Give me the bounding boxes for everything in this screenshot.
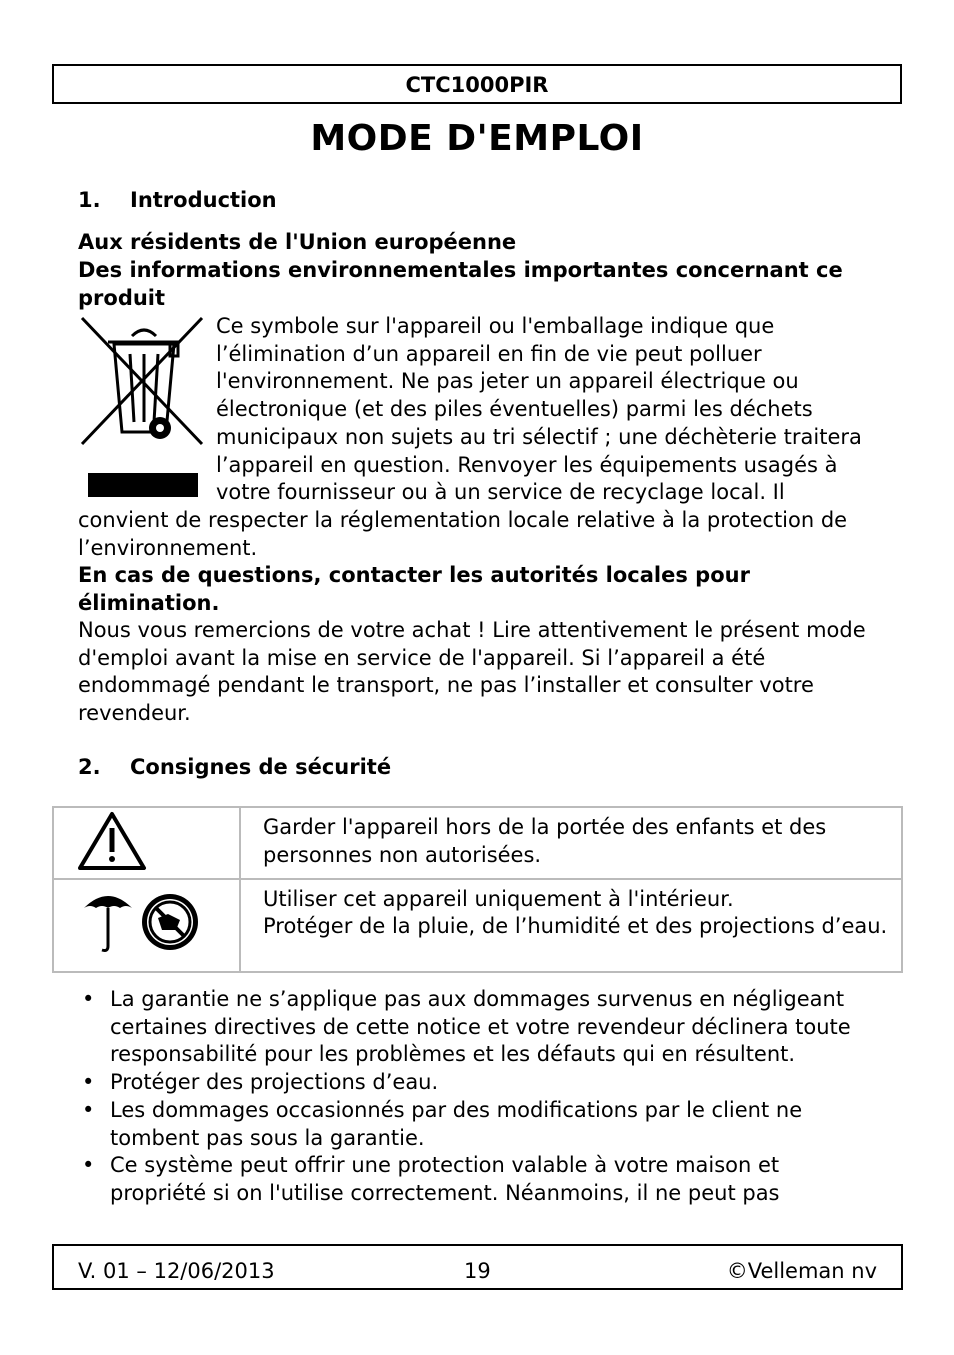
list-item: • Protéger des projections d’eau.: [82, 1070, 439, 1095]
list-item: • Ce système peut offrir une protection valable à votre maison et propriété si on l'utilise correctement. Néanmoins, il ne peut pas: [82, 1153, 780, 1205]
warning-triangle-icon: [54, 808, 239, 870]
safety-bullet-list: [78, 986, 878, 1208]
weee-text: Ce symbole sur l'appareil ou l'emballage indique que l’élimination d’un appareil en fin de vie peut polluer l'environnement. Ne pas jeter un appareil électrique ou électronique (et des piles éventuelles) parmi les déchets municipaux non sujets au tri sélectif ; une déchèterie traitera l’appareil en question. Renvoyer les équipements usagés à votre fournisseur ou à un service de recyclage local. Il convient de respecter la réglementation locale relative à la protection de l’environnement.: [78, 314, 862, 560]
footer-version: V. 01 – 12/06/2013: [78, 1259, 275, 1283]
list-item: • La garantie ne s’applique pas aux dommages survenus en négligeant certaines directives de cette notice et votre revendeur déclinera toute responsabilité pour les problèmes et les défauts qui en résultent.: [82, 987, 851, 1067]
questions-notice: En cas de questions, contacter les autorités locales pour élimination.: [78, 563, 750, 615]
umbrella-icon: [84, 896, 132, 951]
icon-cell: [53, 807, 240, 879]
section-1-title: Introduction: [130, 188, 277, 212]
list-item: • Les dommages occasionnés par des modifications par le client ne tombent pas sous la garantie.: [82, 1097, 803, 1150]
weee-paragraph: [78, 313, 878, 562]
safety-text-cell: [240, 879, 902, 973]
no-water-splash-icon: [142, 894, 198, 950]
section-1-heading: [78, 188, 277, 212]
safety-table: [52, 806, 903, 973]
environment-heading: Des informations environnementales importantes concernant ce produit: [78, 258, 843, 310]
safety-text-cell: [240, 807, 902, 879]
eu-residents-heading: Aux résidents de l'Union européenne: [78, 230, 517, 254]
table-row: [53, 879, 902, 973]
safety-text-water: Protéger de la pluie, de l’humidité et des projections d’eau.: [263, 914, 888, 939]
footer-copyright: ©Velleman nv: [726, 1259, 877, 1283]
page-title: MODE D'EMPLOI: [310, 118, 644, 159]
page-footer: [52, 1244, 903, 1290]
safety-text-indoor: Utiliser cet appareil uniquement à l'intérieur.: [263, 886, 734, 911]
footer-page-number: 19: [464, 1259, 491, 1283]
section-2-number: 2.: [78, 755, 101, 779]
thanks-paragraph: Nous vous remercions de votre achat ! Lire attentivement le présent mode d'emploi avant la mise en service de l'appareil. Si l’appareil a été endommagé pendant le transport, ne pas l’installer et consulter votre revendeur.: [78, 618, 866, 726]
section-2-title: Consignes de sécurité: [130, 755, 392, 779]
section-1-number: 1.: [78, 188, 101, 212]
icon-cell: [53, 879, 240, 973]
model-header: CTC1000PIR: [52, 64, 902, 104]
table-row: [53, 807, 902, 879]
safety-text: Garder l'appareil hors de la portée des enfants et des personnes non autorisées.: [263, 815, 827, 867]
section-2-heading: [78, 755, 391, 779]
